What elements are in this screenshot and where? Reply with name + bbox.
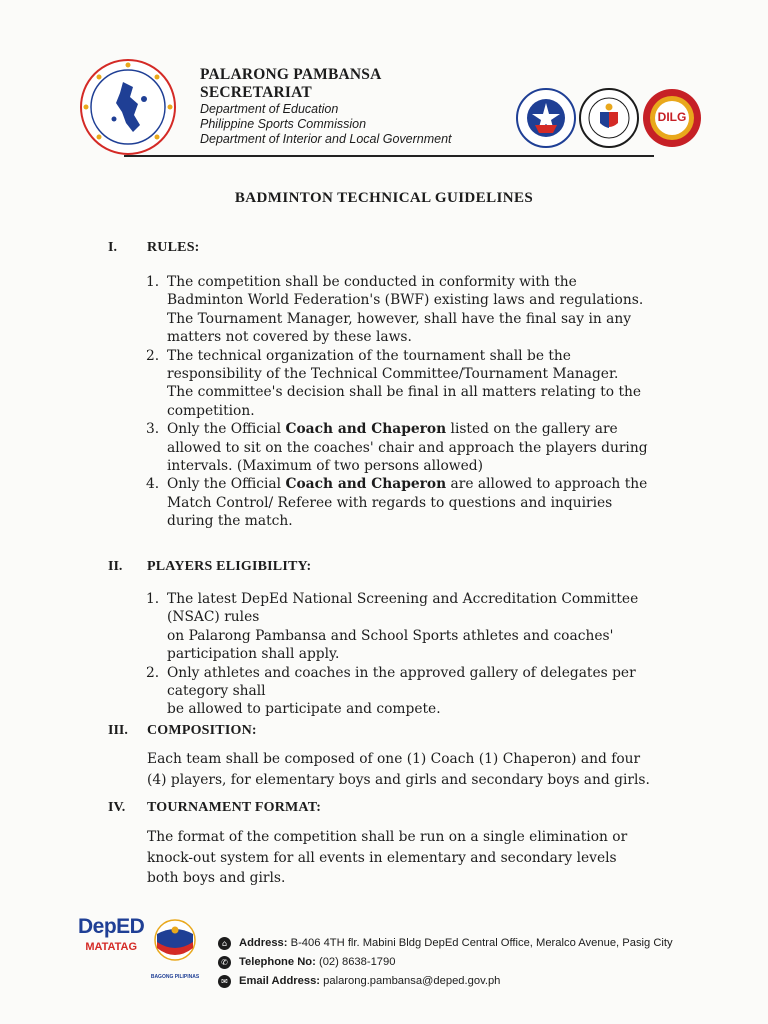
list-item: 4. Only the Official Coach and Chaperon are allowed to approach the Match Control/ Referee with regards to questions and inquiries during the match.	[146, 476, 648, 530]
deped-seal	[515, 87, 577, 149]
list-item: 1. The latest DepEd National Screening and Accreditation Committee (NSAC) rules on Palarong Pambansa and School Sports athletes and coaches' participation shall apply.	[146, 591, 639, 663]
list-item: 2. Only athletes and coaches in the approved gallery of delegates per category shall be allowed to participate and compete.	[146, 664, 636, 718]
document-title: BADMINTON TECHNICAL GUIDELINES	[234, 190, 534, 206]
bagong-pilipinas-logo	[148, 918, 202, 980]
eligibility-list	[146, 590, 686, 719]
contact-block	[218, 934, 673, 991]
email-row: ✉ Email Address: palarong.pambansa@deped.gov.ph	[218, 972, 673, 991]
letterhead-text	[200, 66, 452, 147]
phone-value: (02) 8638-1790	[318, 956, 396, 968]
department-deped: Department of Education	[200, 102, 339, 116]
section-2-number: II.	[108, 559, 123, 574]
header-divider	[124, 155, 654, 157]
section-4-number: IV.	[108, 800, 126, 815]
bagong-pilipinas-text: BAGONG PILIPINAS	[150, 974, 200, 980]
email-icon: ✉	[218, 975, 231, 988]
department-psc: Philippine Sports Commission	[200, 117, 367, 131]
dilg-seal-label: DILG	[657, 110, 687, 124]
section-2-heading: PLAYERS ELIGIBILITY:	[147, 559, 312, 574]
list-item: 2. The technical organization of the tournament shall be the responsibility of the Technical Committee/Tournament Manager. The committee's decision shall be final in all matters relating to the competition.	[146, 347, 642, 419]
deped-matatag-logo	[78, 915, 144, 953]
location-icon: ⌂	[218, 937, 231, 950]
section-3-heading: COMPOSITION:	[147, 723, 257, 738]
secretariat-title-line1: PALARONG PAMBANSA	[200, 66, 382, 83]
deped-logo-text: DepED	[78, 915, 145, 938]
email-value[interactable]: palarong.pambansa@deped.gov.ph	[323, 975, 501, 987]
composition-paragraph: Each team shall be composed of one (1) Coach (1) Chaperon) and four (4) players, for elementary boys and girls and secondary boys and girls.	[147, 751, 650, 788]
phone-icon: ✆	[218, 956, 231, 969]
psc-seal	[578, 87, 640, 149]
dilg-seal	[641, 87, 703, 149]
format-paragraph: The format of the competition shall be run on a single elimination or knock-out system for all events in elementary and secondary levels both boys and girls.	[147, 829, 628, 886]
secretariat-title-line2: SECRETARIAT	[200, 84, 312, 101]
section-4-heading: TOURNAMENT FORMAT:	[147, 800, 322, 815]
list-item: 3. Only the Official Coach and Chaperon listed on the gallery are allowed to sit on the coaches' chair and approach the players during intervals. (Maximum of two persons allowed)	[146, 421, 648, 475]
phone-row: ✆ Telephone No: (02) 8638-1790	[218, 953, 673, 972]
list-item: 1. The competition shall be conducted in conformity with the Badminton World Federation's (BWF) existing laws and regulations. The Tournament Manager, however, shall have the final say in any matters not covered by these laws.	[146, 274, 644, 346]
department-dilg: Department of Interior and Local Government	[200, 132, 452, 146]
matatag-text: MATATAG	[85, 941, 138, 953]
address-row: ⌂ Address: B-406 4TH flr. Mabini Bldg DepEd Central Office, Meralco Avenue, Pasig City	[218, 934, 673, 953]
palarong-pambansa-logo	[78, 57, 178, 157]
section-3-number: III.	[108, 723, 128, 738]
rules-list	[146, 273, 686, 531]
section-1-number: I.	[108, 240, 117, 255]
address-value: B-406 4TH flr. Mabini Bldg DepEd Central Office, Meralco Avenue, Pasig City	[290, 937, 673, 949]
section-1-heading: RULES:	[147, 240, 200, 255]
